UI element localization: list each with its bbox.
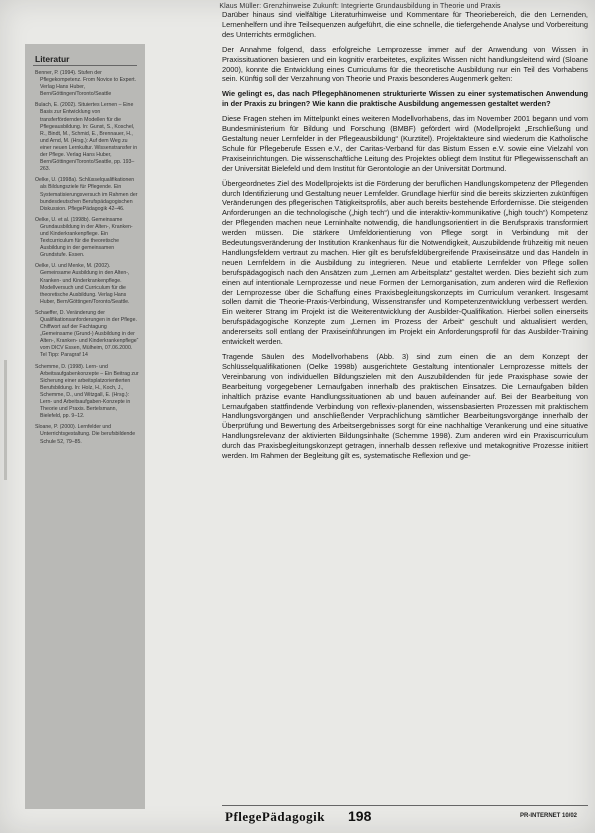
sidebar-divider xyxy=(33,65,137,66)
body-paragraph: Der Annahme folgend, dass erfolgreiche Lernprozesse immer auf der Anwendung von Wissen in Praxissituationen basieren und ein kognitiv erarbeitetes, explizites Wissen nicht handlungsleitend wird (Sloane 2000), konnte die Entwicklung eines Curriculums für die theoretische Ausbildung nur ein Teil des Vorhabens sein. Künftig soll der Verzahnung von Theorie und Praxis besonderes Augenmerk gelten: xyxy=(222,44,588,84)
body-paragraph: Diese Fragen stehen im Mittelpunkt eines weiteren Modellvorhabens, das im November 2001 begann und vom Bundesministerium für Bildung und Forschung (BMBF) gefördert wird (Modellprojekt „Erschließung und Gestaltung neuer Lernfelder in der Pflegeausbildung“ (Kurztitel). Projektakteure sind wiederum die Katholische Schule für Pflegeberufe Essen e.V., der Caritas-Verband für das Bistum Essen e.V. sowie eine Vielzahl von Praxiseinrichtungen. Die wissenschaftliche Leitung des Projektes obliegt dem Institut für Pflegewissenschaft an der Universität Bielefeld und dem Institut für Gerontologie an der Universität Dortmund. xyxy=(222,114,588,173)
issue-label: PR-INTERNET 10/02 xyxy=(520,813,578,819)
footer-divider xyxy=(222,805,588,806)
reference-item: Schemme, D. (1998). Lern- und Arbeitsaufgabenkonzepte – Ein Beitrag zur Sicherung einer arbeitsplatzorientierten Berufsbildung. In: Holz, H., Koch, J., Schemme, D., und Witzgall, E. (Hrsg.): Lern- und Arbeitsaufgaben-Konzepte in Theorie und Praxis. Bertelsmann, Bielefeld, pp. 9–12. xyxy=(35,363,139,420)
running-head: Klaus Müller: Grenzhinweise Zukunft: Integrierte Grundausbildung in Theorie und Praxis xyxy=(219,3,501,10)
reference-item: Schaeffer, D. Veränderung der Qualifikationsanforderungen in der Pflege. Chiffwort auf der Fachtagung „Gemeinsame (Grund-) Ausbildung in der Alten-, Kranken- und Kinderkrankenpflege“ vom DICV Essen, Mülheim, 07.06.2000. Tel Tipp: Paragraf 14 xyxy=(35,309,139,359)
reference-item: Bulach, E. (2002). Situiertes Lernen – Eine Basis zur Entwicklung von transferfördernden Modellen für die Pflegeausbildung. In: Gunst, S., Koschel, R., Bindt, M., Schmid, E., Brennauer, H., und Arnd, M. (Hrsg.): Auf dem Weg zu einer neuen Lernkultur. Wissenstransfer in der Pflege. Verlag Hans Huber, Bern/Göttingen/Toronto/Seattle, pp. 193–263. xyxy=(35,102,138,173)
journal-brand: PflegePädagogik xyxy=(225,809,325,824)
binder-edge xyxy=(4,360,7,480)
key-question-paragraph: Wie gelingt es, das nach Pflegephänomenen strukturierte Wissen zu einer systematischen Anwendung in der Praxis zu bringen? Wie kann die praktische Ausbildung angemessen gestaltet werden? xyxy=(222,89,588,109)
body-paragraph: Tragende Säulen des Modellvorhabens (Abb. 3) sind zum einen die an dem Konzept der Schlüsselqualifikationen (Oelke 1998b) ausgerichtete Gestaltung intentionaler Lernprozesse mittels der Vereinbarung von individuellen Bildungszielen mit den Auszubildenden für jede Praxisphase sowie der Bearbeitung vorgegebener Lernaufgaben innerhalb des praktischen Einsatzes. Die Lernaufgaben bilden inhaltlich präzise evante Handlungssituationen ab und bauen aufeinander auf. Bei der Bearbeitung von Lernaufgaben stattfindende Verbindung von reflexiv-planenden, wissensbasierten Prozessen mit praktischem Handlungsvorgängen und anschließender Verprachlichung sämtlicher Bearbeitungsvorgänge innerhalb der Überprüfung und Bewertung des Arbeitsergebnisses sorgt für eine nachhaltige Verankerung und eine situative Handlungsrelevanz der aktivierten Bildungsinhalte (Schemme 1998). Zum anderen wird ein Praxiscurriculum durch das Praxisbegleitungskonzept getragen, innerhalb dessen reflexive und metakognitive Prozesse initiiert werden. Im Rahmen der Begleitung gilt es, systematische Reflexion und ge- xyxy=(222,352,588,461)
reference-item: Oelke, U. und Menke, M. (2002). Gemeinsame Ausbildung in den Alten-, Kranken- und Kinderkrankenpflege. Modellversuch und Curriculum für die theoretische Ausbildung. Verlag Hans Huber, Bern/Göttingen/Toronto/Seattle. xyxy=(35,263,130,305)
reference-list xyxy=(35,70,139,450)
reference-item: Oelke, U. et al. (1998b). Gemeinsame Grundausbildung in der Alten-, Kranken- und Kinderkrankenpflege. Ein Textcurriculum für die theoretische Ausbildung in der gemeinsamen Grundstufe. Essen. xyxy=(35,216,133,259)
reference-item: Sloane, P. (2000). Lernfelder und Unterrichtsgestaltung. Die berufsbildende Schule 52, 79–85. xyxy=(35,424,136,445)
body-paragraph: Übergeordnetes Ziel des Modellprojekts ist die Förderung der beruflichen Handlungskompetenz der Pflegenden durch Identifizierung und Gestaltung neuer Lernfelder. Grundlage hierfür sind die bereits skizzierten zukünftigen Veränderungen des pflegerischen Tätigkeitsprofils, aber auch bereits bestehende Erfordernisse. Die steigenden Anforderungen an die technologische („high tech“) und die interaktiv-kommunikative („high touch“) Kompetenz der Pflegenden machen neue Lerninhalte notwendig, die handlungsorientiert in die Berufspraxis transformiert werden müssen. Die stärkere Umfeldorientierung von Pflege sorgt in Verbindung mit der Bedeutungsveränderung der Institution Krankenhaus für die Notwendigkeit, Auszubildende frühzeitig mit neuen Handlungsfeldern vertraut zu machen. Hier gilt es berufsfeldübergreifende Praxiseinsätze und das Handeln in neuen Lernfeldern in die Ausbildung zu integrieren. Neue und etablierte Lernfelder von Pflege sollen berufspädagogisch nach den Ansätzen zum „Lernen am Arbeitsplatz“ gestaltet werden. Dies bezieht sich zum einen auf intentionale Lernprozesse und neue Formen der Lernorganisation, zum anderen wird die Reflexion der Lernprozesse über die Schaffung eines Praxisbegleitungskonzepts im Curriculum verankert. Insgesamt sollen damit die Theorie-Praxis-Verbindung, Wissenstransfer und Kompetenzentwicklung verbessert werden. Ein weiterer Strang im Projekt ist die Weiterentwicklung der Ausbilder-Qualifikation. Hierbei sollen einerseits berufspädagogische Konzepte zum „Lernen im Prozess der Arbeit“ geschult und aktualisiert werden, andererseits soll entlang der Praxiseinführungen im Projekt ein Anforderungsprofil für das Ausbilder-Training entwickelt werden. xyxy=(222,178,588,347)
main-text-column xyxy=(222,10,588,466)
reference-item: Benner, P. (1994). Stufen der Pflegekompetenz. From Novice to Expert. Verlag Hans Huber, Bern/Göttingen/Toronto/Seattle xyxy=(35,70,137,98)
page-number: 198 xyxy=(348,808,372,824)
references-title: Literatur xyxy=(35,54,70,64)
reference-item: Oelke, U. (1998a). Schlüsselqualifikationen als Bildungsziele für Pflegende. Ein Systematisierungsversuch im Rahmen der bundesdeutschen Berufspädagogischen Diskussion. PflegePädagogik 42–46. xyxy=(35,177,138,212)
body-paragraph: Darüber hinaus sind vielfältige Literaturhinweise und Kommentare für Theoriebereich, die den Lernenden, Lernenhelfern und ihre Teilsequenzen aufgeführt, die eine schnelle, die tiefergehende Analyse und Vorbereitung des Unterrichts ermöglichen. xyxy=(222,10,588,39)
